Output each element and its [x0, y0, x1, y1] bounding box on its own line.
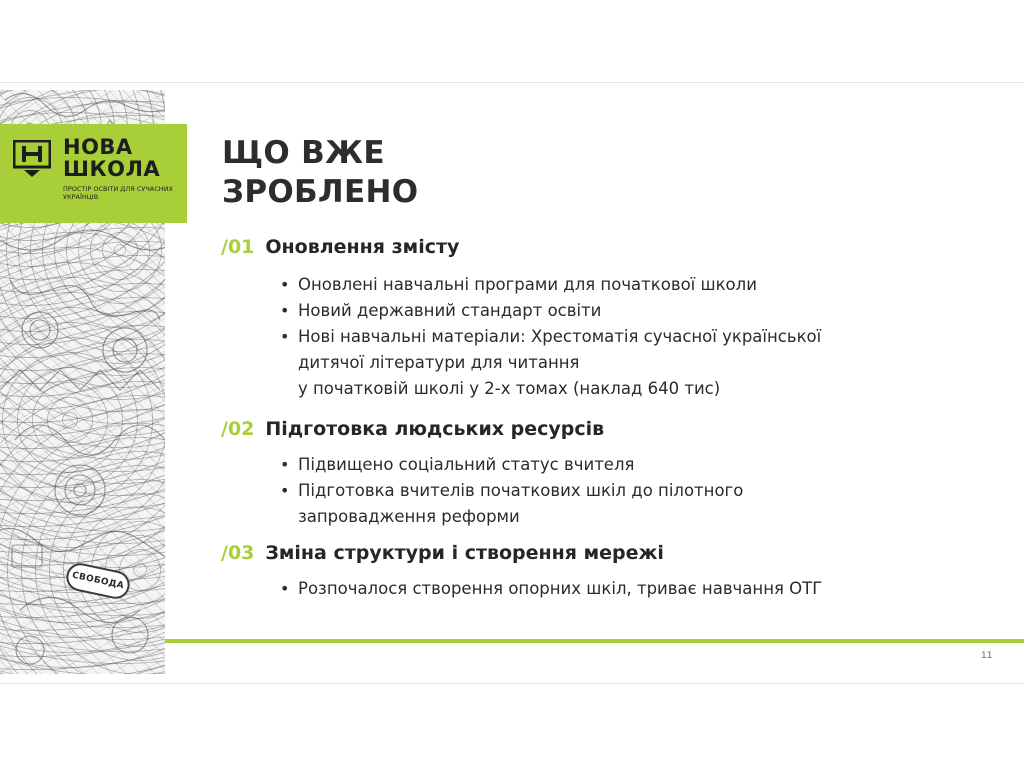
list-item: • Нові навчальні матеріали: Хрестоматія сучасної української [280, 324, 980, 350]
nova-shkola-logo [0, 124, 187, 223]
list-item: • Розпочалося створення опорних шкіл, триває навчання ОТГ [280, 576, 980, 602]
list-item: • Новий державний стандарт освіти [280, 298, 980, 324]
section-title-text: Зміна структури і створення мережі [265, 542, 664, 564]
top-band [0, 0, 1024, 82]
doodle-bubble-text: СВОБОДА [71, 570, 125, 592]
list-item: • Підготовка вчителів початкових шкіл до пілотного [280, 478, 980, 504]
section-title-03 [221, 541, 664, 565]
list-item-continuation: запровадження реформи [298, 507, 520, 526]
section-title-02 [221, 417, 604, 441]
list-item-continuation: дитячої літератури для читання [298, 353, 580, 372]
logo-title-line2: ШКОЛА [63, 157, 161, 181]
list-item: • Оновлені навчальні програми для початкової школи [280, 272, 980, 298]
bottom-accent-rule [165, 639, 1024, 643]
page-title-line2: ЗРОБЛЕНО [222, 174, 419, 210]
logo-title-line1: НОВА [63, 135, 133, 159]
page-number: 11 [981, 651, 993, 661]
logo-subtitle: ПРОСТІР ОСВІТИ ДЛЯ СУЧАСНИХ УКРАЇНЦІВ [63, 185, 173, 201]
section-01-list [280, 272, 980, 402]
section-number: /03 [221, 542, 255, 564]
section-title-01 [221, 235, 459, 259]
page-title [222, 134, 642, 212]
section-title-text: Підготовка людських ресурсів [265, 418, 605, 440]
logo-wordmark [63, 136, 160, 180]
list-item-continuation: у початковій школі у 2-х томах (наклад 640 тис) [298, 379, 721, 398]
page-title-line1: ЩО ВЖЕ [222, 135, 385, 171]
section-number: /02 [221, 418, 255, 440]
section-02-list [280, 452, 980, 530]
nova-shkola-logo-icon [13, 140, 51, 178]
section-03-list [280, 576, 980, 602]
section-title-text: Оновлення змісту [265, 236, 460, 258]
list-item: • Підвищено соціальний статус вчителя [280, 452, 980, 478]
section-number: /01 [221, 236, 255, 258]
slide-bottom-border [0, 683, 1024, 684]
